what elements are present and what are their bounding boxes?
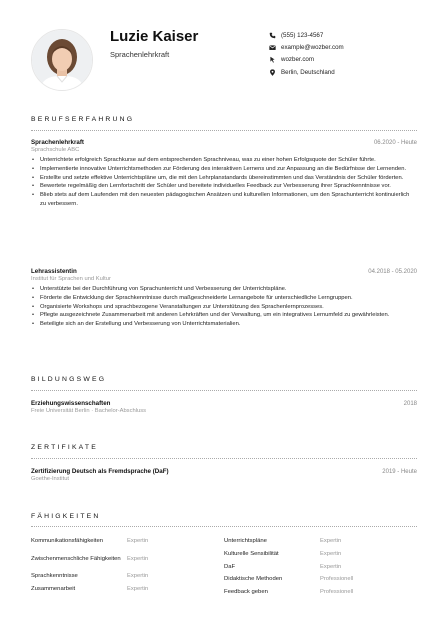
skill-row <box>31 582 224 595</box>
skills-column-left <box>31 535 224 598</box>
skill-level: Expertin <box>320 551 342 558</box>
contact-email <box>268 41 344 53</box>
skill-level: Expertin <box>320 563 342 570</box>
contact-website <box>268 54 344 66</box>
skill-name: Zusammenarbeit <box>31 585 76 592</box>
certificate-name: Zertifizierung Deutsch als Fremdsprache (DaF) <box>31 468 169 475</box>
email-text[interactable]: example@wozber.com <box>281 43 344 51</box>
school-name: Freie Universität Berlin · Bachelor-Abschluss <box>31 408 147 414</box>
job-bullets <box>31 285 417 329</box>
list-item: • Beteiligte sich an der Erstellung und Verbesserung von Unterrichtsmaterialien. <box>31 320 417 329</box>
education-year: 2018 <box>403 401 417 407</box>
skill-row <box>31 570 224 583</box>
skill-level: Expertin <box>127 573 149 580</box>
skill-row <box>224 560 417 573</box>
avatar <box>31 29 93 91</box>
phone-icon <box>268 31 276 39</box>
divider <box>31 526 417 527</box>
certificate-entry <box>31 468 417 482</box>
divider <box>31 390 417 391</box>
experience-entry <box>31 139 417 209</box>
certificate-issuer: Goethe-Institut <box>31 476 70 482</box>
website-text[interactable]: wozber.com <box>281 56 315 64</box>
skill-name: Zwischenmenschliche Fähigkeiten <box>31 555 121 562</box>
list-item: • Bewertete regelmäßig den Lernfortschritt der Schüler und bereitete individuelles Feedback zur Verbesserung ihrer Sprachkenntnisse vor. <box>31 182 417 191</box>
skills-grid <box>31 535 417 598</box>
link-icon <box>268 56 276 64</box>
skill-row <box>224 586 417 599</box>
skill-name: Kommunikationsfähigkeiten <box>31 538 104 545</box>
section-title-skills: FÄHIGKEITEN <box>31 513 101 520</box>
skill-level: Professionell <box>320 576 354 583</box>
skill-name: DaF <box>224 563 236 570</box>
job-organization: Sprachschule ABC <box>31 147 80 153</box>
skill-name: Sprachkenntnisse <box>31 573 78 580</box>
list-item: • Unterrichtete erfolgreich Sprachkurse auf dem entsprechenden Sprachniveau, was zu einer hohen Erfolgsquote der Schüler führte. <box>31 156 417 165</box>
divider <box>31 130 417 131</box>
job-dates: 04.2018 - 05.2020 <box>368 269 417 275</box>
list-item: • Organisierte Workshops und sprachbezogene Veranstaltungen zur Unterstützung des Sprachenlernprozesses. <box>31 303 417 312</box>
list-item: • Blieb stets auf dem Laufenden mit den neuesten pädagogischen Ansätzen und kulturellen Informationen, um den Sprachunterricht kontinuierlich zu verbessern. <box>31 191 417 209</box>
education-entry <box>31 400 417 414</box>
contact-phone <box>268 29 344 41</box>
section-title-certificates: ZERTIFIKATE <box>31 444 98 451</box>
location-pin-icon <box>268 68 276 76</box>
skill-level: Expertin <box>127 538 149 545</box>
divider <box>31 458 417 459</box>
skill-name: Feedback geben <box>224 589 268 596</box>
phone-text: (555) 123-4567 <box>281 31 324 39</box>
skills-column-right <box>224 535 417 598</box>
job-title: Sprachenlehrkraft <box>110 50 170 59</box>
list-item: • Unterstützte bei der Durchführung von Sprachunterricht und Verbesserung der Unterrichtspläne. <box>31 285 417 294</box>
degree-name: Erziehungswissenschaften <box>31 400 111 407</box>
list-item: • Pflegte ausgezeichnete Zusammenarbeit mit anderen Lehrkräften und der Verwaltung, um ein integratives Lernumfeld zu gewährleisten. <box>31 311 417 320</box>
experience-entry <box>31 268 417 329</box>
list-item: • Implementierte innovative Unterrichtsmethoden zur Förderung des interaktiven Lernens und zur Anpassung an die Bedürfnisse der Lernenden. <box>31 165 417 174</box>
job-role: Sprachenlehrkraft <box>31 139 84 146</box>
job-role: Lehrassistentin <box>31 268 77 275</box>
location-text: Berlin, Deutschland <box>281 68 335 76</box>
job-bullets <box>31 156 417 209</box>
skill-row <box>224 573 417 586</box>
section-title-experience: BERUFSERFAHRUNG <box>31 116 135 123</box>
skill-name: Kulturelle Sensibilität <box>224 551 279 558</box>
skill-level: Expertin <box>127 555 149 562</box>
email-icon <box>268 43 276 51</box>
candidate-name: Luzie Kaiser <box>110 28 199 45</box>
skill-name: Didaktische Methoden <box>224 576 283 583</box>
certificate-dates: 2019 - Heute <box>382 469 417 475</box>
skill-row <box>224 535 417 548</box>
job-dates: 06.2020 - Heute <box>373 140 417 146</box>
skill-level: Expertin <box>320 538 342 545</box>
skill-row <box>31 535 224 548</box>
skill-level: Expertin <box>127 585 149 592</box>
list-item: • Erstellte und setzte effektive Unterrichtspläne um, die mit den Lehrplanstandards übereinstimmten und das Verständnis der Schüler förderten. <box>31 174 417 183</box>
skill-name: Unterrichtspläne <box>224 538 267 545</box>
skill-row <box>31 548 224 570</box>
contact-list <box>268 29 344 78</box>
contact-location <box>268 66 344 78</box>
skill-level: Professionell <box>320 589 354 596</box>
skill-row <box>224 548 417 561</box>
job-organization: Institut für Sprachen und Kultur <box>31 276 111 282</box>
section-title-education: BILDUNGSWEG <box>31 376 107 383</box>
list-item: • Förderte die Entwicklung der Sprachkenntnisse durch maßgeschneiderte Lernangebote für unterschiedliche Lerngruppen. <box>31 294 417 303</box>
